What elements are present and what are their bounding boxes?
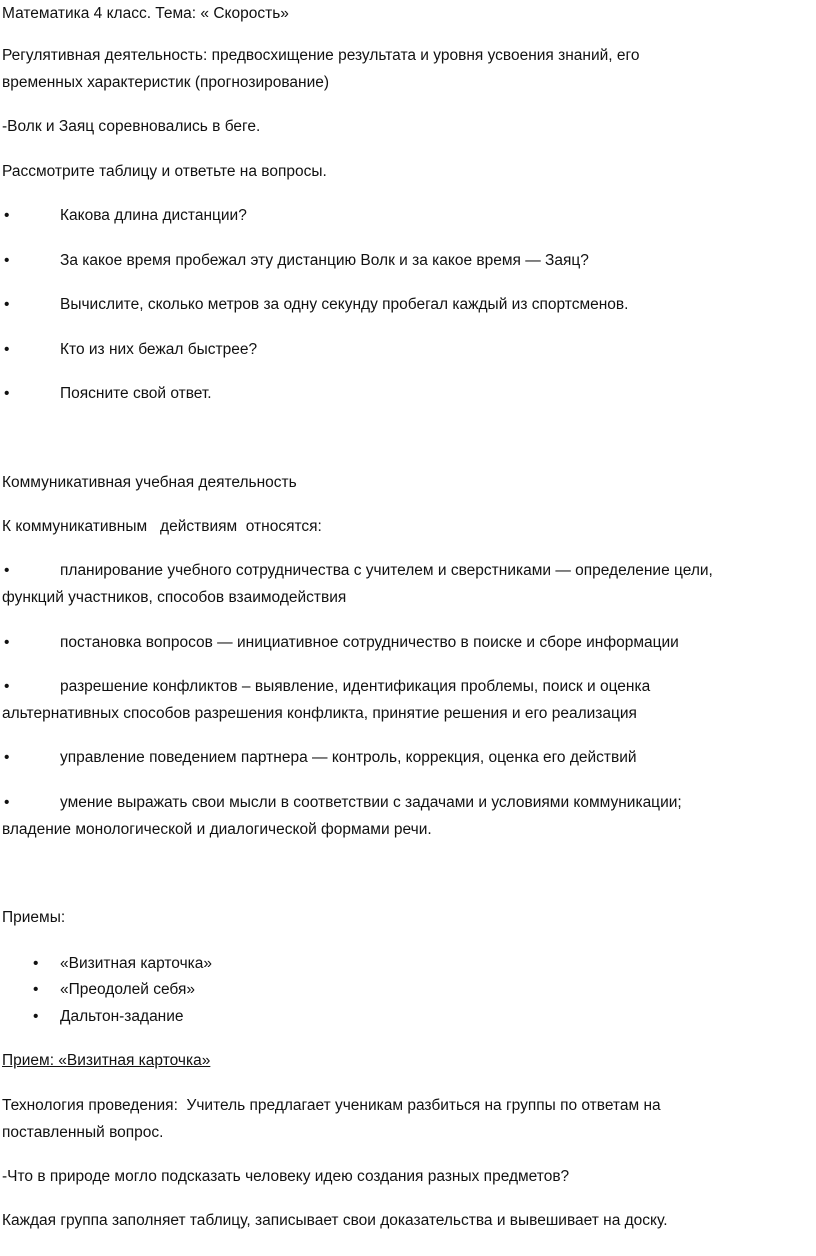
bullet-icon: • <box>4 678 10 695</box>
question-text: Какова длина дистанции? <box>60 207 247 224</box>
item-text: умение выражать свои мысли в соответствии с задачами и условиями коммуникации; <box>60 794 682 811</box>
communicative-heading: Коммуникативная учебная деятельность <box>2 474 297 491</box>
question-text: Вычислите, сколько метров за одну секунду пробегал каждый из спортсменов. <box>60 296 629 313</box>
question-text: За какое время пробежал эту дистанцию Волк и за какое время — Заяц? <box>60 252 589 269</box>
item-text: управление поведением партнера — контроль, коррекция, оценка его действий <box>60 749 637 766</box>
group-instruction: Каждая группа заполняет таблицу, записывает свои доказательства и вывешивает на доску. <box>2 1212 668 1229</box>
communicative-item-continuation: функций участников, способов взаимодействия <box>2 589 347 606</box>
question-text: Кто из них бежал быстрее? <box>60 341 258 358</box>
document-title: Математика 4 класс. Тема: « Скорость» <box>2 5 289 22</box>
communicative-intro: К коммуникативным действиям относятся: <box>2 518 322 535</box>
item-text: планирование учебного сотрудничества с учителем и сверстниками — определение цели, <box>60 562 713 579</box>
communicative-item-continuation: альтернативных способов разрешения конфликта, принятие решения и его реализация <box>2 705 637 722</box>
bullet-icon: • <box>4 794 10 811</box>
bullet-icon: • <box>4 252 10 269</box>
regulative-paragraph-line: Регулятивная деятельность: предвосхищение результата и уровня усвоения знаний, его <box>2 47 640 64</box>
item-text: «Преодолей себя» <box>60 981 195 998</box>
task-text: Рассмотрите таблицу и ответьте на вопросы. <box>2 163 327 180</box>
technology-line: поставленный вопрос. <box>2 1124 164 1141</box>
question-text: Поясните свой ответ. <box>60 385 212 402</box>
bullet-icon: • <box>33 1008 39 1025</box>
bullet-icon: • <box>4 385 10 402</box>
bullet-icon: • <box>33 981 39 998</box>
technology-line: Технология проведения: Учитель предлагает ученикам разбиться на группы по ответам на <box>2 1097 661 1114</box>
techniques-heading: Приемы: <box>2 909 66 926</box>
bullet-icon: • <box>4 341 10 358</box>
bullet-icon: • <box>4 207 10 224</box>
bullet-icon: • <box>33 955 39 972</box>
item-text: разрешение конфликтов – выявление, идентификация проблемы, поиск и оценка <box>60 678 651 695</box>
communicative-item-continuation: владение монологической и диалогической формами речи. <box>2 821 432 838</box>
story-intro: -Волк и Заяц соревновались в беге. <box>2 118 261 135</box>
nature-question: -Что в природе могло подсказать человеку идею создания разных предметов? <box>2 1168 570 1185</box>
item-text: постановка вопросов — инициативное сотрудничество в поиске и сборе информации <box>60 634 679 651</box>
bullet-icon: • <box>4 749 10 766</box>
item-text: «Визитная карточка» <box>60 955 213 972</box>
regulative-paragraph-line: временных характеристик (прогнозирование) <box>2 74 330 91</box>
bullet-icon: • <box>4 562 10 579</box>
bullet-icon: • <box>4 634 10 651</box>
item-text: Дальтон-задание <box>60 1008 184 1025</box>
technique-subheading: Прием: «Визитная карточка» <box>2 1052 211 1069</box>
bullet-icon: • <box>4 296 10 313</box>
